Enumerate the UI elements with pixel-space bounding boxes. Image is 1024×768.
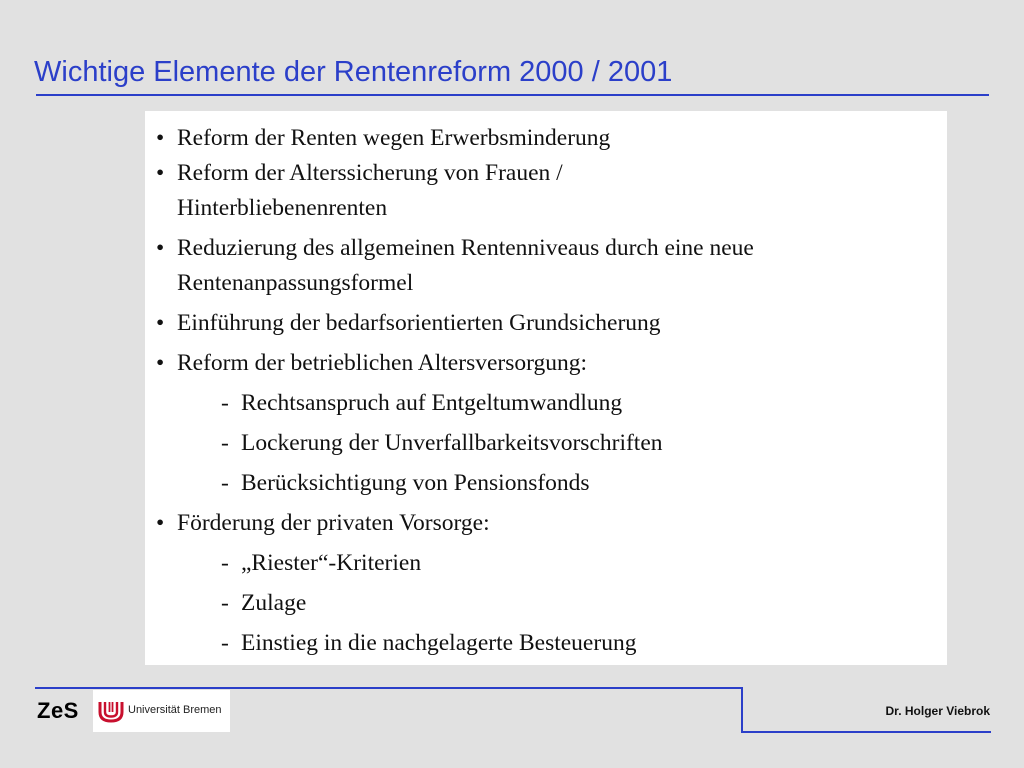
dash-icon: - [221, 470, 229, 496]
footer-divider-left [35, 687, 742, 689]
bullet-icon: • [156, 235, 165, 261]
bullet-icon: • [156, 160, 165, 186]
sub-list-item-text: Berücksichtigung von Pensionsfonds [241, 470, 590, 496]
dash-icon: - [221, 630, 229, 656]
sub-list-item-text: Lockerung der Unverfallbarkeitsvorschriften [241, 430, 663, 456]
list-item-text: Förderung der privaten Vorsorge: [177, 510, 490, 536]
dash-icon: - [221, 550, 229, 576]
slide-title: Wichtige Elemente der Rentenreform 2000 / 2001 [34, 56, 673, 88]
title-divider [36, 94, 989, 96]
list-item-text: Einführung der bedarfsorientierten Grundsicherung [177, 310, 661, 336]
content-box [145, 111, 947, 665]
university-bremen-emblem-icon [97, 699, 125, 723]
sub-list-item-text: Zulage [241, 590, 307, 616]
sub-list-item [145, 386, 947, 421]
list-item [145, 346, 947, 381]
sub-list-item [145, 426, 947, 461]
list-item [145, 231, 947, 301]
sub-list-item [145, 546, 947, 581]
list-item-text: Reform der Alterssicherung von Frauen / Hinterbliebenenrenten [177, 160, 563, 221]
list-item [145, 121, 947, 156]
sub-list-item-text: Rechtsanspruch auf Entgeltumwandlung [241, 390, 623, 416]
list-item-text: Reform der betrieblichen Altersversorgung: [177, 350, 588, 376]
list-item-text: Reform der Renten wegen Erwerbsminderung [177, 125, 611, 151]
list-item-text: Reduzierung des allgemeinen Rentenniveaus durch eine neue Rentenanpassungsformel [177, 235, 754, 296]
footer-divider-right [741, 731, 991, 733]
sub-list-item [145, 586, 947, 621]
university-name: Universität Bremen [128, 704, 222, 716]
zes-logo: ZeS [37, 698, 79, 723]
bullet-icon: • [156, 310, 165, 336]
university-logo [93, 690, 230, 732]
bullet-icon: • [156, 125, 165, 151]
dash-icon: - [221, 590, 229, 616]
sub-list-item [145, 626, 947, 661]
sub-list-item [145, 466, 947, 501]
list-item [145, 306, 947, 341]
list-item [145, 506, 947, 541]
footer-divider-vertical [741, 687, 743, 733]
dash-icon: - [221, 390, 229, 416]
sub-list-item-text: Einstieg in die nachgelagerte Besteuerung [241, 630, 637, 656]
sub-list-item-text: „Riester“-Kriterien [241, 550, 422, 576]
bullet-icon: • [156, 350, 165, 376]
bullet-list [145, 121, 947, 666]
dash-icon: - [221, 430, 229, 456]
bullet-icon: • [156, 510, 165, 536]
list-item [145, 156, 947, 226]
author-name: Dr. Holger Viebrok [885, 704, 990, 718]
